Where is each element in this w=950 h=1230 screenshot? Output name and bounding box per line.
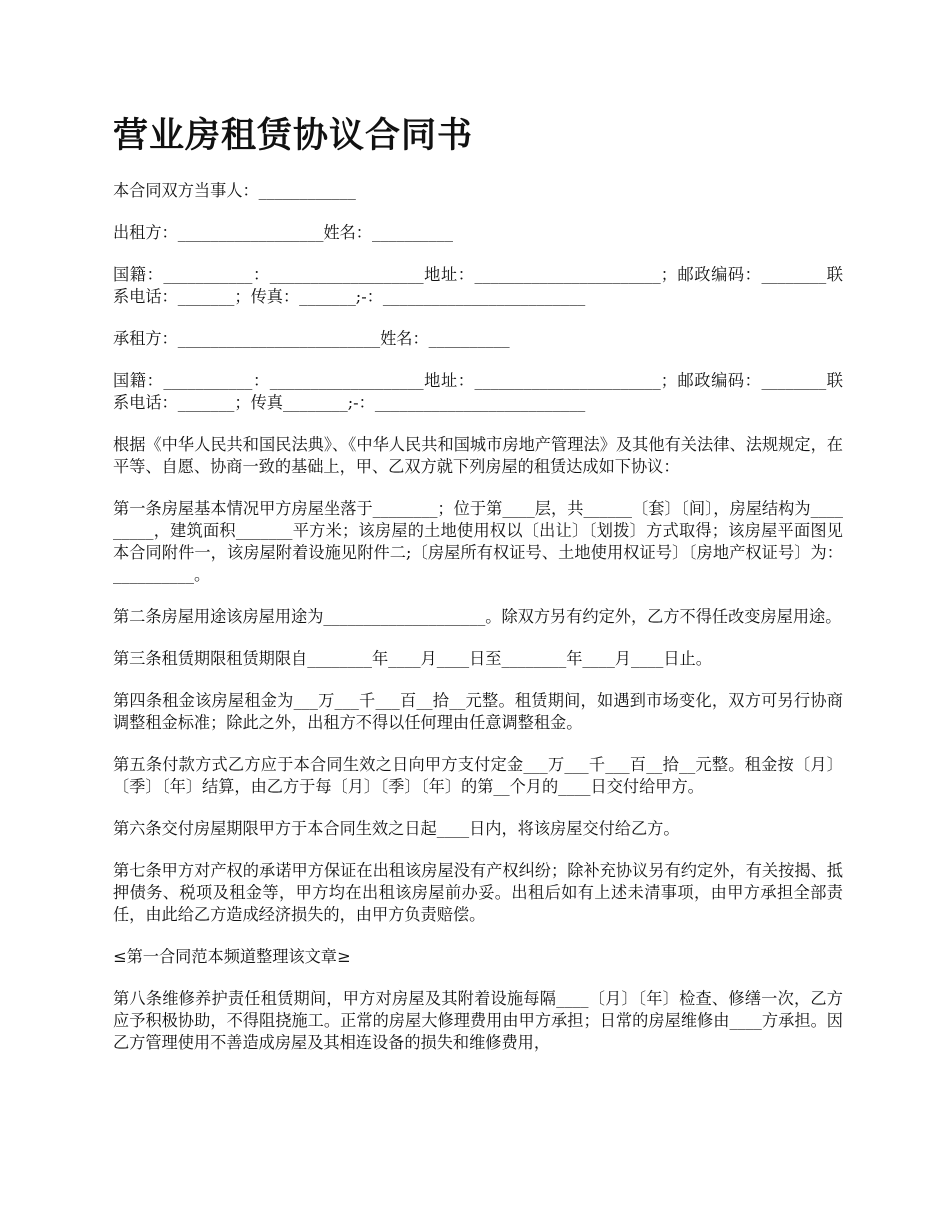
- article-5-payment: 第五条付款方式乙方应于本合同生效之日向甲方支付定金___万___千___百__拾__元整。租金按〔月〕〔季〕〔年〕结算，由乙方于每〔月〕〔季〕〔年〕的第__个月的____日交付给甲方。: [113, 755, 843, 796]
- article-4-rent: 第四条租金该房屋租金为___万___千___百__拾__元整。租赁期间，如遇到市场变化，双方可另行协商调整租金标准；除此之外，出租方不得以任何理由任意调整租金。: [113, 691, 843, 732]
- article-1-property-info: 第一条房屋基本情况甲方房屋坐落于________；位于第____层，共______〔套〕〔间〕，房屋结构为_________，建筑面积_______平方米；该房屋的土地使用权以〔出让〕〔划拨〕方式取得；该房屋平面图见本合同附件一，该房屋附着设施见附件二;〔房屋所有权证号、土地使用权证号〕〔房地产权证号〕为：__________。: [113, 499, 843, 584]
- document-page: [113, 112, 843, 1074]
- lessee-line: 承租方：_________________________姓名：__________: [113, 329, 510, 348]
- source-note: ≤第一合同范本频道整理该文章≥: [113, 947, 351, 966]
- article-2-property-use: 第二条房屋用途该房屋用途为____________________。除双方另有约定外，乙方不得任改变房屋用途。: [113, 607, 842, 626]
- lessor-details: 国籍：___________：___________________地址：_______________________；邮政编码：________联系电话：_______；传真：_______;-：_________________________: [113, 265, 843, 306]
- lessor-line: 出租方：__________________姓名：__________: [113, 223, 453, 242]
- lessee-details: 国籍：___________：___________________地址：_______________________；邮政编码：________联系电话：_______；传真________;-：__________________________: [113, 371, 843, 412]
- article-3-lease-term: 第三条租赁期限租赁期限自________年____月____日至________年____月____日止。: [113, 649, 712, 668]
- document-title: 营业房租赁协议合同书: [113, 116, 474, 156]
- article-8-maintenance: 第八条维修养护责任租赁期间，甲方对房屋及其附着设施每隔____〔月〕〔年〕检查、修缮一次，乙方应予积极协助，不得阻挠施工。正常的房屋大修理费用由甲方承担；日常的房屋维修由____方承担。因乙方管理使用不善造成房屋及其相连设备的损失和维修费用，: [113, 989, 843, 1052]
- article-6-delivery: 第六条交付房屋期限甲方于本合同生效之日起____日内，将该房屋交付给乙方。: [113, 819, 680, 838]
- article-7-ownership-promise: 第七条甲方对产权的承诺甲方保证在出租该房屋没有产权纠纷；除补充协议另有约定外，有关按揭、抵押债务、税项及租金等，甲方均在出租该房屋前办妥。出租后如有上述未清事项，由甲方承担全部责任，由此给乙方造成经济损失的，由甲方负责赔偿。: [113, 861, 843, 924]
- legal-basis-paragraph: 根据《中华人民共和国民法典》、《中华人民共和国城市房地产管理法》及其他有关法律、法规规定，在平等、自愿、协商一致的基础上，甲、乙双方就下列房屋的租赁达成如下协议：: [113, 435, 843, 476]
- parties-intro: 本合同双方当事人：____________: [113, 181, 356, 200]
